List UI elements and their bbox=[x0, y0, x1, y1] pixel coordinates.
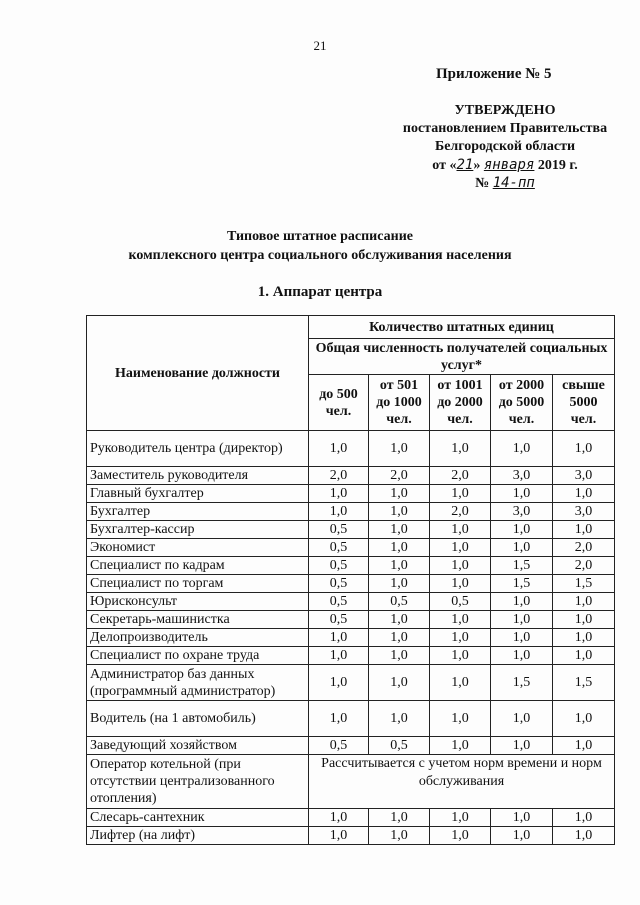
value-cell: 1,0 bbox=[369, 629, 430, 647]
value-cell: 1,0 bbox=[491, 485, 553, 503]
position-name: Главный бухгалтер bbox=[87, 485, 309, 503]
table-row bbox=[87, 503, 615, 521]
value-cell: 1,0 bbox=[369, 647, 430, 665]
value-cell: 0,5 bbox=[430, 593, 491, 611]
table-row bbox=[87, 809, 615, 827]
value-cell: 1,0 bbox=[430, 737, 491, 755]
value-cell: 1,0 bbox=[369, 665, 430, 701]
value-cell: 2,0 bbox=[553, 557, 615, 575]
staff-table bbox=[86, 315, 615, 845]
value-cell: 0,5 bbox=[309, 521, 369, 539]
value-cell: 1,0 bbox=[553, 611, 615, 629]
value-cell: 1,5 bbox=[491, 575, 553, 593]
value-cell: 1,0 bbox=[491, 647, 553, 665]
doc-title-line1: Типовое штатное расписание bbox=[227, 229, 413, 244]
value-cell: 1,0 bbox=[491, 431, 553, 467]
value-cell: 1,0 bbox=[309, 665, 369, 701]
value-cell: 2,0 bbox=[553, 539, 615, 557]
position-name: Юрисконсульт bbox=[87, 593, 309, 611]
position-name: Экономист bbox=[87, 539, 309, 557]
table-row bbox=[87, 611, 615, 629]
value-cell: 1,0 bbox=[369, 827, 430, 845]
position-name: Администратор баз данных (программный администратор) bbox=[87, 665, 309, 701]
value-cell: 1,0 bbox=[430, 665, 491, 701]
value-cell: 0,5 bbox=[309, 611, 369, 629]
value-cell: 1,0 bbox=[553, 521, 615, 539]
table-row bbox=[87, 521, 615, 539]
value-cell: 1,0 bbox=[553, 827, 615, 845]
value-cell: 1,0 bbox=[369, 575, 430, 593]
value-cell: 1,0 bbox=[430, 521, 491, 539]
value-cell: 1,0 bbox=[309, 629, 369, 647]
value-cell: 1,0 bbox=[430, 539, 491, 557]
date-prefix: от « bbox=[432, 158, 457, 173]
approval-line2: Белгородской области bbox=[434, 139, 576, 154]
approval-number bbox=[380, 174, 630, 193]
value-cell: 1,0 bbox=[553, 629, 615, 647]
band-header: от 2000 до 5000 чел. bbox=[491, 375, 553, 431]
value-cell: 1,0 bbox=[553, 485, 615, 503]
position-name: Бухгалтер bbox=[87, 503, 309, 521]
approval-heading: УТВЕРЖДЕНО bbox=[454, 103, 556, 118]
table-row bbox=[87, 575, 615, 593]
value-cell: 0,5 bbox=[309, 557, 369, 575]
table-row bbox=[87, 485, 615, 503]
value-cell: 1,0 bbox=[369, 539, 430, 557]
value-cell: 1,0 bbox=[491, 539, 553, 557]
approval-line1: постановлением Правительства bbox=[402, 121, 608, 136]
col-name-header: Наименование должности bbox=[87, 316, 309, 431]
value-cell: 1,0 bbox=[369, 701, 430, 737]
number-value: 14-пп bbox=[492, 175, 535, 191]
value-cell: 1,0 bbox=[369, 485, 430, 503]
value-cell: 1,0 bbox=[491, 611, 553, 629]
value-cell: 1,0 bbox=[369, 557, 430, 575]
value-cell: 1,0 bbox=[309, 485, 369, 503]
value-cell: 0,5 bbox=[369, 737, 430, 755]
table-row bbox=[87, 755, 615, 809]
position-name: Водитель (на 1 автомобиль) bbox=[87, 701, 309, 737]
value-cell: 1,5 bbox=[553, 575, 615, 593]
table-row bbox=[87, 665, 615, 701]
table-row bbox=[87, 647, 615, 665]
value-cell: 1,0 bbox=[430, 629, 491, 647]
value-cell: 1,0 bbox=[553, 809, 615, 827]
value-cell: 1,0 bbox=[491, 593, 553, 611]
value-cell: 2,0 bbox=[430, 503, 491, 521]
value-cell: 1,0 bbox=[491, 701, 553, 737]
value-cell: 1,0 bbox=[430, 575, 491, 593]
value-cell: 1,0 bbox=[430, 827, 491, 845]
band-header: от 1001 до 2000 чел. bbox=[430, 375, 491, 431]
table-row bbox=[87, 539, 615, 557]
approval-date bbox=[380, 156, 630, 175]
table-row bbox=[87, 593, 615, 611]
band-header: до 500 чел. bbox=[309, 375, 369, 431]
value-cell: 1,0 bbox=[309, 647, 369, 665]
table-row bbox=[87, 557, 615, 575]
value-cell: 1,0 bbox=[491, 809, 553, 827]
position-name: Руководитель центра (директор) bbox=[87, 431, 309, 467]
value-cell: 1,0 bbox=[369, 431, 430, 467]
number-prefix: № bbox=[475, 176, 490, 191]
value-cell: 3,0 bbox=[491, 503, 553, 521]
value-cell: 1,5 bbox=[491, 665, 553, 701]
value-cell: 1,0 bbox=[491, 629, 553, 647]
page-number: 21 bbox=[313, 38, 327, 53]
value-cell: 1,0 bbox=[369, 809, 430, 827]
position-name: Бухгалтер-кассир bbox=[87, 521, 309, 539]
value-cell: 0,5 bbox=[309, 539, 369, 557]
table-row bbox=[87, 629, 615, 647]
value-cell: 1,0 bbox=[553, 737, 615, 755]
value-cell: 1,0 bbox=[430, 485, 491, 503]
position-name: Делопроизводитель bbox=[87, 629, 309, 647]
position-name: Лифтер (на лифт) bbox=[87, 827, 309, 845]
value-cell: 1,0 bbox=[309, 809, 369, 827]
value-cell: 1,0 bbox=[553, 701, 615, 737]
table-row bbox=[87, 467, 615, 485]
appendix-title: Приложение № 5 bbox=[436, 66, 552, 82]
value-cell: 1,0 bbox=[491, 827, 553, 845]
position-name: Заведующий хозяйством bbox=[87, 737, 309, 755]
value-cell: 1,0 bbox=[369, 611, 430, 629]
value-cell: 1,0 bbox=[309, 431, 369, 467]
value-cell: 1,0 bbox=[553, 647, 615, 665]
band-header: свыше 5000 чел. bbox=[553, 375, 615, 431]
date-mid: » bbox=[473, 158, 481, 173]
value-cell: 0,5 bbox=[309, 593, 369, 611]
table-row bbox=[87, 431, 615, 467]
value-cell: 1,5 bbox=[553, 665, 615, 701]
value-cell: 1,5 bbox=[491, 557, 553, 575]
doc-title-line2: комплексного центра социального обслуживания населения bbox=[128, 248, 512, 263]
position-name: Заместитель руководителя bbox=[87, 467, 309, 485]
position-name: Секретарь-машинистка bbox=[87, 611, 309, 629]
position-name: Оператор котельной (при отсутствии централизованного отопления) bbox=[87, 755, 309, 809]
position-name: Специалист по торгам bbox=[87, 575, 309, 593]
value-cell: 1,0 bbox=[369, 503, 430, 521]
date-year: 2019 г. bbox=[537, 158, 578, 173]
value-cell: 1,0 bbox=[309, 701, 369, 737]
value-cell: 3,0 bbox=[553, 467, 615, 485]
value-cell: 1,0 bbox=[553, 431, 615, 467]
value-cell: 1,0 bbox=[491, 737, 553, 755]
value-cell: 2,0 bbox=[369, 467, 430, 485]
value-cell: 2,0 bbox=[430, 467, 491, 485]
section-title: 1. Аппарат центра bbox=[257, 284, 383, 300]
value-cell: 1,0 bbox=[430, 701, 491, 737]
value-cell: 0,5 bbox=[309, 575, 369, 593]
value-cell: 1,0 bbox=[430, 809, 491, 827]
qty-header: Количество штатных единиц bbox=[309, 316, 615, 339]
value-cell: 0,5 bbox=[369, 593, 430, 611]
norm-note: Рассчитывается с учетом норм времени и норм обслуживания bbox=[309, 755, 615, 809]
table-row bbox=[87, 701, 615, 737]
value-cell: 1,0 bbox=[309, 503, 369, 521]
position-name: Слесарь-сантехник bbox=[87, 809, 309, 827]
date-month: января bbox=[483, 157, 535, 173]
position-name: Специалист по охране труда bbox=[87, 647, 309, 665]
value-cell: 1,0 bbox=[430, 557, 491, 575]
value-cell: 1,0 bbox=[430, 647, 491, 665]
date-day: 21 bbox=[456, 157, 474, 173]
position-name: Специалист по кадрам bbox=[87, 557, 309, 575]
value-cell: 1,0 bbox=[430, 431, 491, 467]
value-cell: 2,0 bbox=[309, 467, 369, 485]
table-row bbox=[87, 827, 615, 845]
value-cell: 3,0 bbox=[491, 467, 553, 485]
recipients-header: Общая численность получателей социальных услуг* bbox=[309, 339, 615, 375]
value-cell: 1,0 bbox=[309, 827, 369, 845]
value-cell: 1,0 bbox=[369, 521, 430, 539]
value-cell: 1,0 bbox=[491, 521, 553, 539]
value-cell: 3,0 bbox=[553, 503, 615, 521]
value-cell: 1,0 bbox=[430, 611, 491, 629]
band-header: от 501 до 1000 чел. bbox=[369, 375, 430, 431]
value-cell: 0,5 bbox=[309, 737, 369, 755]
table-row bbox=[87, 737, 615, 755]
value-cell: 1,0 bbox=[553, 593, 615, 611]
